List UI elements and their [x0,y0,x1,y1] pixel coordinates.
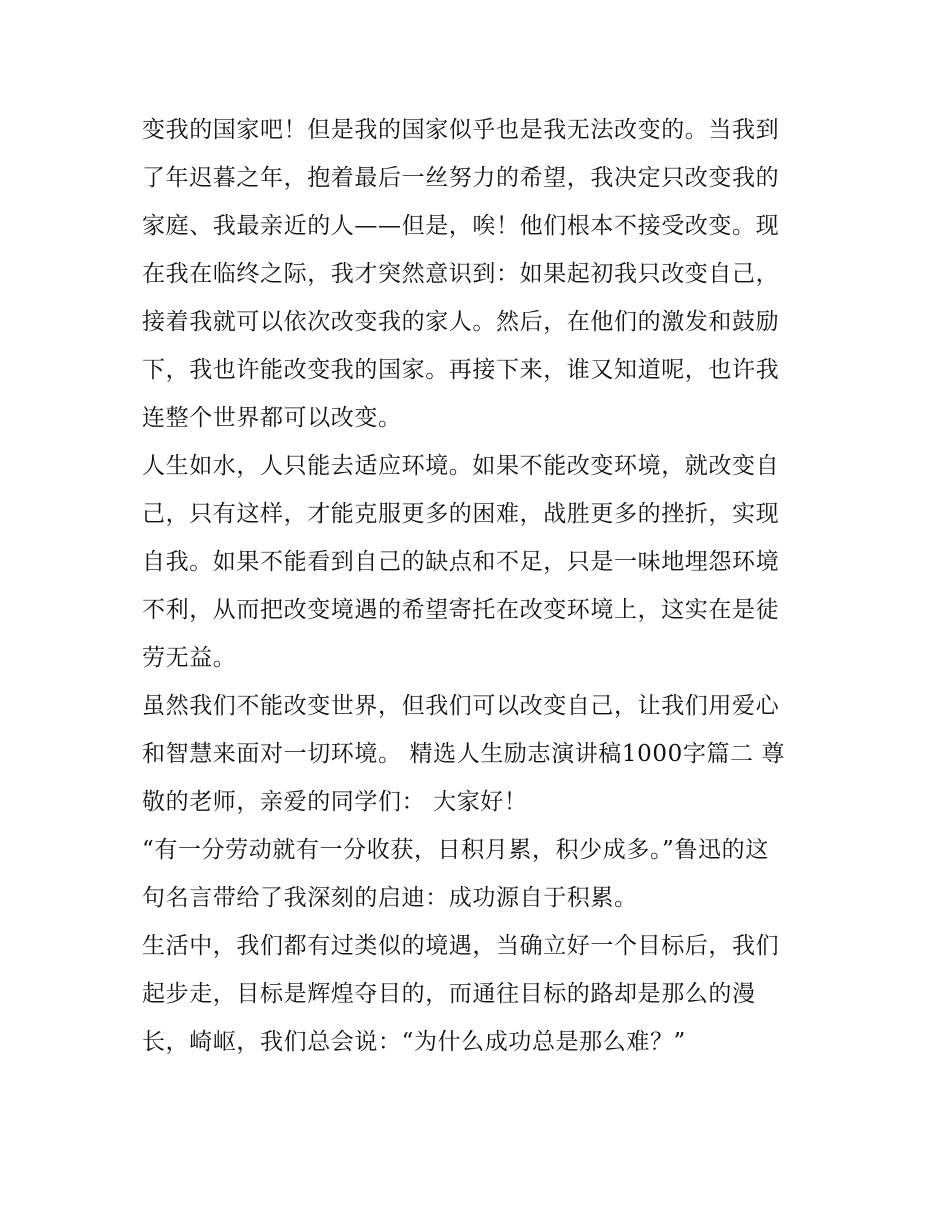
paragraph-2 [142,442,818,682]
text-line: 变我的国家吧！但是我的国家似乎也是我无法改变的。当我到 [142,117,780,143]
text-line: “有一分劳动就有一分收获，日积月累，积少成多。”鲁迅的这 [142,837,769,863]
text-line: 己，只有这样，才能克服更多的困难，战胜更多的挫折，实现 [142,501,780,527]
text-line: 不利，从而把改变境遇的希望寄托在改变环境上，这实在是徒 [142,597,780,623]
text-line: 敬的老师，亲爱的同学们： 大家好！ [142,789,528,815]
text-line: 了年迟暮之年，抱着最后一丝努力的希望，我决定只改变我的 [142,165,780,191]
text-line: 长，崎岖，我们总会说：“为什么成功总是那么难？” [142,1029,686,1055]
text-line: 家庭、我最亲近的人——但是，唉！他们根本不接受改变。现 [142,213,780,239]
text-line: 虽然我们不能改变世界，但我们可以改变自己，让我们用爱心 [142,693,780,719]
text-line: 在我在临终之际，我才突然意识到：如果起初我只改变自己， [142,261,780,287]
text-line: 接着我就可以依次改变我的家人。然后，在他们的激发和鼓励 [142,309,780,335]
paragraph-3 [142,682,818,826]
document-body [142,106,818,1066]
text-line: 起步走，目标是辉煌夺目的，而通往目标的路却是那么的漫 [142,981,756,1007]
paragraph-5 [142,922,818,1066]
text-line: 劳无益。 [142,645,237,671]
paragraph-1 [142,106,818,442]
paragraph-4 [142,826,818,922]
text-line: 人生如水，人只能去适应环境。如果不能改变环境，就改变自 [142,453,780,479]
text-line: 和智慧来面对一切环境。 精选人生励志演讲稿1000字篇二 尊 [142,741,786,767]
text-line: 自我。如果不能看到自己的缺点和不足，只是一味地埋怨环境 [142,549,780,575]
text-line: 连整个世界都可以改变。 [142,405,402,431]
text-line: 句名言带给了我深刻的启迪：成功源自于积累。 [142,885,638,911]
text-line: 生活中，我们都有过类似的境遇，当确立好一个目标后，我们 [142,933,780,959]
text-line: 下，我也许能改变我的国家。再接下来，谁又知道呢，也许我 [142,357,780,383]
